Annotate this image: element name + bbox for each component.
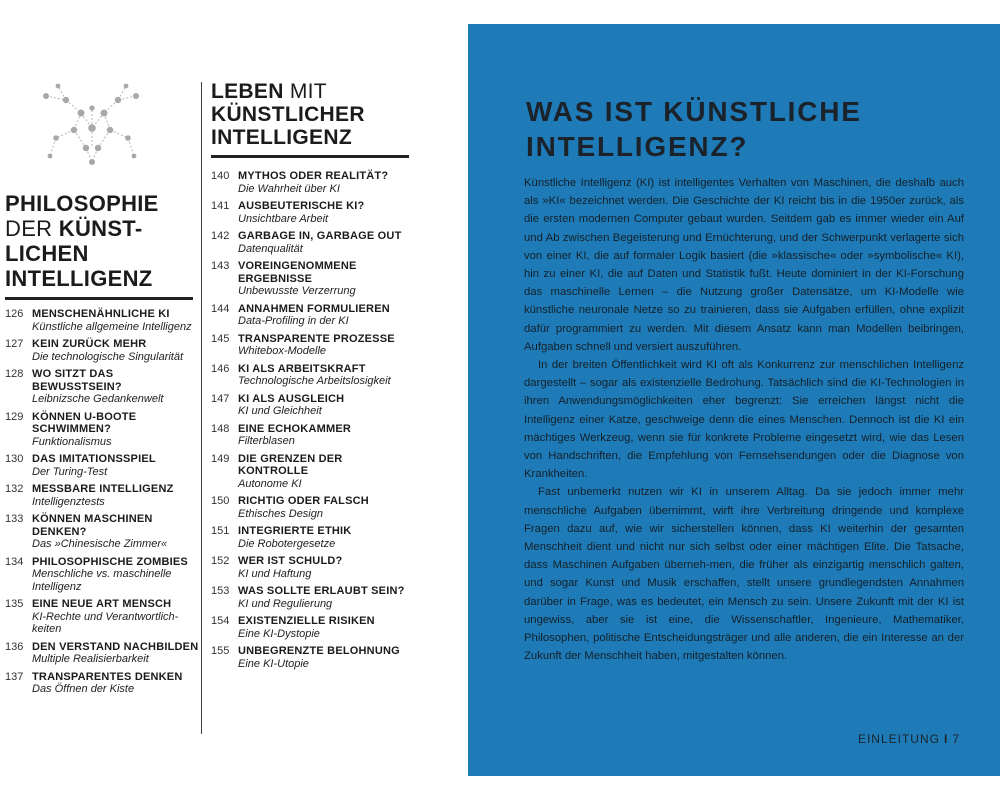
- toc-entry-title: MYTHOS ODER REALITÄT?: [238, 170, 389, 182]
- toc-entry[interactable]: [211, 525, 411, 550]
- toc-entry[interactable]: [211, 495, 411, 520]
- toc-entry[interactable]: [211, 230, 411, 255]
- toc-entry-title: EINE NEUE ART MENSCH: [32, 598, 172, 610]
- toc-page-number: 141: [211, 200, 230, 212]
- toc-entry-title: RICHTIG ODER FALSCH: [238, 495, 369, 507]
- intro-body: [524, 174, 964, 665]
- toc-entry-title: GARBAGE IN, GARBAGE OUT: [238, 230, 402, 242]
- toc-entry-title: DAS IMITATIONSSPIEL: [32, 453, 156, 465]
- toc-page-number: 145: [211, 332, 230, 345]
- toc-page-number: 126: [5, 308, 24, 320]
- toc-entry-subtitle: Whitebox-Modelle: [238, 345, 327, 357]
- toc-entry-title: WO SITZT DAS BEWUSSTSEIN?: [32, 368, 122, 393]
- toc-entry-texts: [238, 495, 411, 520]
- intro-page: [468, 24, 1000, 776]
- heading-line: PHILOSOPHIE: [5, 191, 159, 216]
- toc-entry[interactable]: [5, 483, 201, 508]
- toc-entry-texts: [238, 423, 411, 448]
- toc-entry[interactable]: [211, 333, 411, 358]
- toc-entry[interactable]: [211, 303, 411, 328]
- toc-entry-title: UNBEGRENZTE BELOHNUNG: [238, 645, 400, 657]
- toc-entry-texts: [238, 453, 411, 491]
- intro-title-line: INTELLIGENZ?: [526, 131, 749, 162]
- footer-separator: I: [943, 732, 949, 746]
- toc-entry[interactable]: [211, 585, 411, 610]
- toc-page-number: 149: [211, 452, 230, 465]
- toc-entry[interactable]: [211, 453, 411, 491]
- toc-page-number: 127: [5, 338, 24, 350]
- toc-entry[interactable]: [5, 513, 201, 551]
- toc-entry-title: KÖNNEN MASCHINEN DENKEN?: [32, 513, 153, 538]
- toc-entry-texts: [238, 333, 411, 358]
- toc-page-number: 146: [211, 362, 230, 375]
- intro-paragraph: In der breiten Öffentlichkeit wird KI oft als Konkurrenz zur menschlichen Intelligenz dargestellt – sogar als existenzielle Bedrohung. Tatsächlich sind die KI-Technologien in ihren Anwendungsmöglichkeiten eher begrenzt: Sie erreichen längst nicht die Intelligenz einer Katze, geschweige denn die eines Menschen. Dennoch ist die KI ein mächtiges Werkzeug, wenn sie für konkrete Probleme eingesetzt wird, wie das Lesen von Handschriften, die Empfehlung von Fernsehsendungen oder die Diagnose von Krankheiten.: [524, 359, 964, 481]
- toc-entry-title: KI ALS AUSGLEICH: [238, 392, 345, 405]
- toc-entry-texts: [32, 368, 201, 406]
- intro-title-line: WAS IST KÜNSTLICHE: [526, 96, 862, 127]
- toc-entry[interactable]: [5, 411, 201, 449]
- toc-entry-subtitle: Filterblasen: [238, 435, 295, 447]
- toc-entry[interactable]: [211, 615, 411, 640]
- heading-line: INTELLIGENZ: [211, 126, 352, 149]
- toc-page-number: 147: [211, 392, 230, 405]
- footer-label: EINLEITUNG: [857, 732, 940, 746]
- toc-entry-subtitle: KI-Rechte und Verantwortlich-keiten: [32, 610, 179, 635]
- toc-entry-texts: [238, 585, 411, 610]
- toc-entry-title: KI ALS ARBEITSKRAFT: [238, 362, 366, 375]
- toc-entry-subtitle: Die Wahrheit über KI: [238, 182, 340, 195]
- toc-page-number: 152: [211, 555, 230, 567]
- toc-page-number: 135: [5, 598, 24, 610]
- toc-entry-title: DEN VERSTAND NACHBILDEN: [32, 640, 199, 653]
- toc-entry[interactable]: [5, 453, 201, 478]
- toc-entry-subtitle: Data-Profiling in der KI: [238, 315, 349, 327]
- toc-list-philosophie: [5, 308, 201, 701]
- toc-page-number: 134: [5, 555, 24, 568]
- toc-page-number: 137: [5, 670, 24, 683]
- toc-entry-title: PHILOSOPHISCHE ZOMBIES: [32, 555, 188, 568]
- toc-entry-texts: [238, 615, 411, 640]
- toc-page-number: 133: [5, 513, 24, 525]
- toc-entry-title: VOREINGENOMMENE ERGEBNISSE: [238, 260, 357, 285]
- toc-entry-title: EINE ECHOKAMMER: [238, 422, 352, 435]
- toc-entry-title: AUSBEUTERISCHE KI?: [238, 200, 365, 212]
- toc-entry-title: ANNAHMEN FORMULIEREN: [238, 302, 390, 315]
- toc-entry-texts: [238, 230, 411, 255]
- toc-entry-subtitle: Die technologische Singularität: [32, 350, 184, 363]
- toc-entry-texts: [32, 641, 201, 666]
- toc-entry[interactable]: [211, 393, 411, 418]
- toc-list-leben: [211, 170, 411, 675]
- toc-page-number: 128: [5, 368, 24, 380]
- toc-entry[interactable]: [211, 260, 411, 298]
- toc-entry[interactable]: [5, 641, 201, 666]
- toc-entry-texts: [32, 513, 201, 551]
- toc-entry-texts: [238, 363, 411, 388]
- toc-entry-title: DIE GRENZEN DER KONTROLLE: [238, 452, 343, 477]
- toc-entry[interactable]: [5, 598, 201, 636]
- toc-entry-subtitle: Eine KI-Dystopie: [238, 627, 320, 640]
- toc-entry-title: TRANSPARENTE PROZESSE: [238, 332, 395, 345]
- toc-entry[interactable]: [5, 338, 201, 363]
- toc-entry-subtitle: Das Öffnen der Kiste: [32, 683, 135, 695]
- toc-entry-texts: [32, 308, 201, 333]
- toc-entry-subtitle: Technologische Arbeitslosigkeit: [238, 375, 391, 387]
- toc-entry-texts: [238, 200, 411, 225]
- toc-entry-subtitle: KI und Gleichheit: [238, 405, 322, 417]
- heading-line-light: MIT: [283, 80, 327, 103]
- toc-entry-subtitle: Intelligenztests: [32, 495, 105, 508]
- heading-line-light: DER: [5, 216, 59, 241]
- intro-paragraph: Künstliche Intelligenz (KI) ist intelligentes Verhalten von Maschinen, die deshalb auch als »KI« bezeichnet werden. Die Geschichte der KI reicht bis in die 1950er zurück, als die ersten modernen Computer gebaut wurden. Seitdem gab es immer wieder ein Auf und Ab zwischen Begeisterung und Ernüchterung, und der Schwerpunkt verlagerte sich von einer KI, die auf formaler Logik basiert (die »klassische« oder »symbolische« KI), hin zu einer KI, die auf Daten und Statistik fußt. Heute dominiert in der KI-Forschung das maschinelle Lernen – die Nutzung großer Datensätze, um KI-Modelle wie künstliche neuronale Netze so zu trainieren, dass sie Aufgaben erfüllen, ohne explizit dafür programmiert zu werden. Mit diesem Ansatz kann man Modellen beibringen, Aufgaben schnell und versiert auszuführen.: [524, 177, 964, 353]
- toc-entry-title: MESSBARE INTELLIGENZ: [32, 483, 174, 495]
- toc-entry-subtitle: Künstliche allgemeine Intelligenz: [32, 320, 192, 333]
- toc-entry-texts: [32, 411, 201, 449]
- toc-entry[interactable]: [211, 170, 411, 195]
- neural-network-icon: [36, 78, 148, 170]
- toc-page-number: 140: [211, 170, 230, 182]
- toc-entry[interactable]: [211, 363, 411, 388]
- toc-entry-subtitle: Autonome KI: [238, 477, 302, 490]
- toc-page-number: 153: [211, 585, 230, 597]
- heading-line: LICHEN: [5, 241, 89, 266]
- section-heading-philosophie: [5, 191, 193, 300]
- toc-entry-subtitle: Unsichtbare Arbeit: [238, 212, 329, 225]
- toc-entry-texts: [32, 483, 201, 508]
- toc-entry-subtitle: Das »Chinesische Zimmer«: [32, 538, 168, 550]
- toc-entry-title: MENSCHENÄHNLICHE KI: [32, 308, 170, 320]
- toc-page-number: 151: [211, 525, 230, 537]
- toc-entry-title: EXISTENZIELLE RISIKEN: [238, 615, 375, 627]
- toc-entry-title: KEIN ZURÜCK MEHR: [32, 338, 147, 350]
- toc-entry-title: WAS SOLLTE ERLAUBT SEIN?: [238, 585, 405, 597]
- toc-entry[interactable]: [5, 556, 201, 594]
- toc-entry-title: KÖNNEN U-BOOTE SCHWIMMEN?: [32, 410, 137, 435]
- intro-paragraph: Fast unbemerkt nutzen wir KI in unserem Alltag. Da sie jedoch immer mehr menschliche Aufgaben übernimmt, wirft ihre Verbreitung dringende und komplexe Fragen dazu auf, wie wir sicherstellen können, dass KI weiterhin der gesamten Menschheit dient und nicht nur sich selbst oder einer mächtigen Elite. Die Tatsache, dass Maschinen Aufgaben überneh-men, die früher als einzigartig menschlich galten, und sogar Kunst und Musik erschaffen, stellt unsere grundlegendsten Annahmen darüber in Frage, was es bedeutet, ein Mensch zu sein. Unsere Zukunft mit der KI ist ungewiss, aber sie ist eine, die Wissenschaftler, Ingenieure, Mathematiker, Philosophen, politische Entscheidungsträger und alle anderen, die ein Interesse an der Zukunft der Menschheit haben, mitgestalten können.: [524, 486, 964, 663]
- toc-entry-subtitle: Ethisches Design: [238, 507, 323, 520]
- toc-entry-texts: [32, 598, 201, 636]
- toc-entry-texts: [32, 453, 201, 478]
- toc-entry-subtitle: Der Turing-Test: [32, 465, 108, 478]
- toc-entry-texts: [238, 260, 411, 298]
- toc-entry-texts: [32, 556, 201, 594]
- toc-page-number: 143: [211, 260, 230, 272]
- toc-entry-texts: [32, 338, 201, 363]
- toc-page-number: 132: [5, 483, 24, 495]
- toc-page-number: 130: [5, 453, 24, 465]
- heading-line: KÜNST-: [58, 216, 143, 241]
- toc-page-number: 144: [211, 302, 230, 315]
- toc-page-number: 142: [211, 230, 230, 242]
- toc-entry[interactable]: [5, 671, 201, 696]
- toc-entry-texts: [238, 555, 411, 580]
- toc-page-number: 154: [211, 615, 230, 627]
- toc-entry[interactable]: [5, 308, 201, 333]
- heading-line: LEBEN: [211, 80, 284, 103]
- toc-entry-title: TRANSPARENTES DENKEN: [32, 670, 183, 683]
- toc-entry-subtitle: Leibnizsche Gedankenwelt: [32, 393, 164, 405]
- toc-entry-texts: [32, 671, 201, 696]
- toc-page-number: 150: [211, 495, 230, 507]
- toc-entry-subtitle: Funktionalismus: [32, 435, 112, 448]
- toc-entry-subtitle: Multiple Realisierbarkeit: [32, 653, 149, 665]
- toc-page-number: 129: [5, 410, 24, 423]
- toc-entry[interactable]: [211, 423, 411, 448]
- intro-title: [526, 94, 966, 164]
- page-number: 7: [952, 732, 960, 746]
- toc-entry-title: INTEGRIERTE ETHIK: [238, 525, 352, 537]
- toc-entry[interactable]: [211, 555, 411, 580]
- toc-page-number: 155: [211, 645, 230, 657]
- heading-line: KÜNSTLICHER: [211, 103, 365, 126]
- toc-entry-texts: [238, 393, 411, 418]
- toc-entry-texts: [238, 170, 411, 195]
- toc-entry-title: WER IST SCHULD?: [238, 555, 343, 567]
- toc-entry[interactable]: [5, 368, 201, 406]
- column-divider: [201, 82, 202, 734]
- toc-entry[interactable]: [211, 200, 411, 225]
- toc-entry-texts: [238, 525, 411, 550]
- heading-line: INTELLIGENZ: [5, 266, 153, 291]
- toc-entry-subtitle: KI und Regulierung: [238, 597, 333, 610]
- toc-entry-subtitle: KI und Haftung: [238, 567, 312, 580]
- toc-entry-subtitle: Menschliche vs. maschinelle Intelligenz: [32, 568, 172, 593]
- page-footer: [858, 732, 960, 746]
- toc-entry-subtitle: Eine KI-Utopie: [238, 657, 309, 670]
- toc-entry-subtitle: Unbewusste Verzerrung: [238, 285, 356, 297]
- section-heading-leben: [211, 80, 409, 158]
- toc-entry-texts: [238, 645, 411, 670]
- toc-page-number: 136: [5, 640, 24, 653]
- toc-entry-texts: [238, 303, 411, 328]
- toc-entry[interactable]: [211, 645, 411, 670]
- toc-entry-subtitle: Datenqualität: [238, 242, 303, 255]
- toc-entry-subtitle: Die Robotergesetze: [238, 537, 336, 550]
- toc-page-number: 148: [211, 422, 230, 435]
